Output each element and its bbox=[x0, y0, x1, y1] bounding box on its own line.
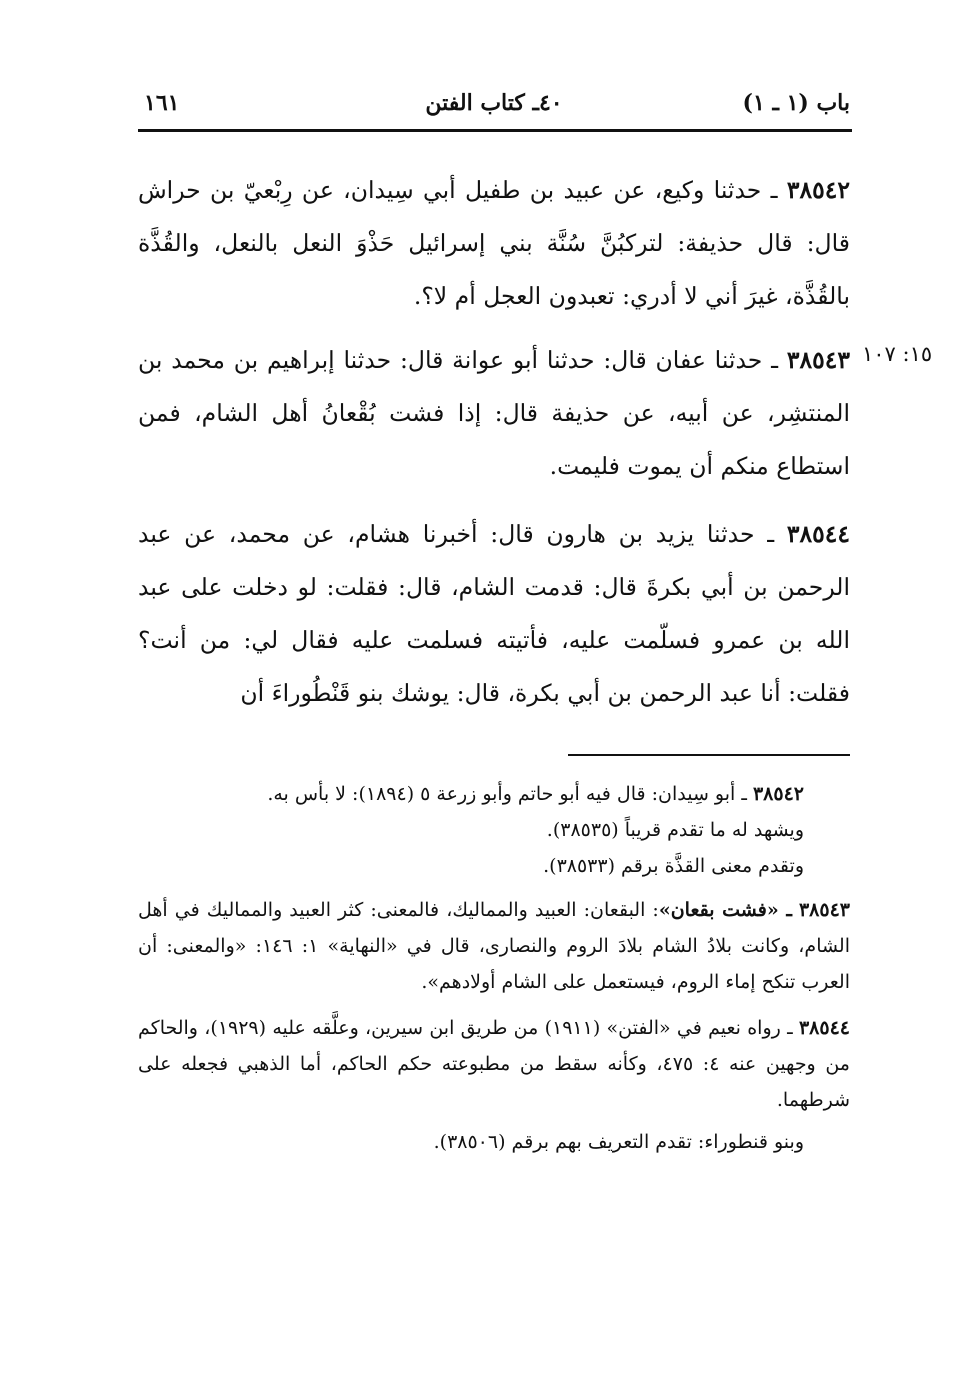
header-rule bbox=[138, 129, 852, 132]
chapter-label: باب (١ ـ ١) bbox=[742, 90, 850, 116]
page-header bbox=[138, 86, 850, 126]
hadith-number: ٣٨٥٤٢ bbox=[786, 176, 850, 204]
footnote-number: ٣٨٥٤٤ bbox=[798, 1017, 850, 1039]
book-title: ٤٠ـ كتاب الفتن bbox=[425, 90, 563, 116]
footnote-line: ويشهد له ما تقدم قريباً (٣٨٥٣٥). bbox=[546, 819, 804, 841]
hadith-38544 bbox=[138, 508, 850, 720]
hadith-text: ـ حدثنا يزيد بن هارون قال: أخبرنا هشام، عن محمد، عن عبد الرحمن بن أبي بكرةَ قال: قدمت الشام، قال: فقلت: لو دخلت على عبد الله بن عمرو فسلّمت عليه، فأتيته فسلمت عليه فقال لي: من أنت؟ فقلت: أنا عبد الرحمن بن أبي بكرة، قال: يوشك بنو قَنْطُوراءَ أن bbox=[138, 520, 850, 707]
footnote-line: وبنو قنطوراء: تقدم التعريف بهم برقم (٣٨٥٠٦). bbox=[433, 1131, 804, 1153]
footnotes bbox=[138, 776, 850, 1160]
footnote-38543 bbox=[138, 892, 850, 1000]
margin-reference: ١٥: ١٠٧ bbox=[862, 342, 933, 366]
footnote-38544 bbox=[138, 1010, 850, 1118]
footnote-lead: ـ «فشت بقعان» bbox=[658, 899, 792, 921]
hadith-number: ٣٨٥٤٣ bbox=[786, 346, 850, 374]
footnote-text: رواه نعيم في «الفتن» (١٩١١) من طريق ابن سيرين، وعلَّقه عليه (١٩٢٩)، والحاكم من وجهين عنه ٤: ٤٧٥، وكأنه سقط من مطبوعته حكم الحاكم، أما الذهبي فجعله على شرطهما. bbox=[138, 1017, 850, 1111]
footnote-lead: ـ bbox=[787, 1017, 793, 1039]
hadith-text: ـ حدثنا عفان قال: حدثنا أبو عوانة قال: حدثنا إبراهيم بن محمد بن المنتشِر، عن أبيه، عن حذيفة قال: إذا فشت بُقْعانُ أهل الشام، فمن استطاع منكم أن يموت فليمت. bbox=[138, 346, 850, 480]
footnote-text: : البقعان: العبيد والمماليك، فالمعنى: كثر العبيد والمماليك في أهل الشام، وكانت بلادُ الشام بلادَ الروم والنصارى، قال في «النهاية» ١: ١٤٦: «والمعنى: أن العرب تنكح إماء الروم، فيستعمل على الشام أولادهم». bbox=[138, 899, 850, 993]
footnote-number: ٣٨٥٤٢ bbox=[752, 783, 804, 805]
footnote-number: ٣٨٥٤٣ bbox=[798, 899, 850, 921]
hadith-38543 bbox=[138, 334, 850, 493]
footnote-lead: ـ bbox=[741, 783, 747, 805]
hadith-38542 bbox=[138, 164, 850, 323]
hadith-text: ـ حدثنا وكيع، عن عبيد بن طفيل أبي سِيدان، عن رِبْعيّ بن حراش قال: قال حذيفة: لتركبُنَّ سُنَّة بني إسرائيل حَذْوَ النعل بالنعل، والقُذَّة بالقُذَّة، غيرَ أني لا أدري: تعبدون العجل أم لا؟. bbox=[138, 176, 850, 310]
footnote-38542 bbox=[138, 776, 850, 812]
footnote-separator bbox=[568, 754, 850, 756]
footnote-text: أبو سِيدان: قال فيه أبو حاتم وأبو زرعة ٥ (١٨٩٤): لا بأس به. bbox=[267, 783, 736, 805]
hadith-number: ٣٨٥٤٤ bbox=[786, 520, 850, 548]
footnote-line: وتقدم معنى القذَّة برقم (٣٨٥٣٣). bbox=[543, 855, 804, 877]
page-number: ١٦١ bbox=[144, 90, 180, 116]
